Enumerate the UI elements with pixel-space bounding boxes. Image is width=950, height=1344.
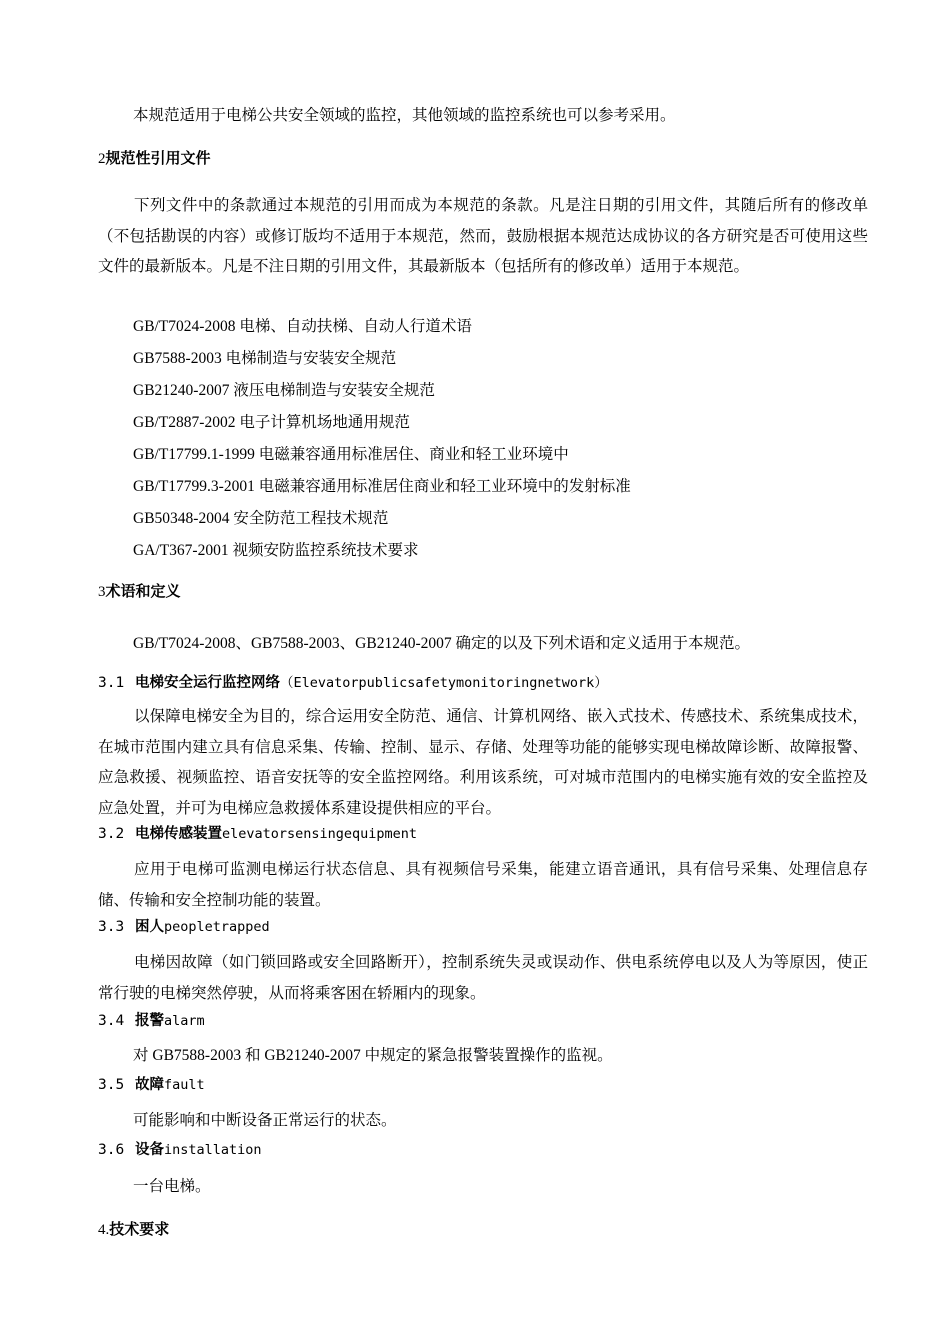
term-number: 3.6 <box>98 1142 125 1158</box>
reference-item: GA/T367-2001 视频安防监控系统技术要求 <box>133 542 419 559</box>
term-chinese: 设备 <box>135 1142 164 1158</box>
section-3-title: 术语和定义 <box>105 582 181 600</box>
term-3-5-definition: 可能影响和中断设备正常运行的状态。 <box>133 1112 397 1129</box>
term-english: elevatorsensingequipment <box>222 826 418 842</box>
reference-item: GB50348-2004 安全防范工程技术规范 <box>133 510 389 527</box>
term-3-4-heading <box>98 1011 205 1031</box>
term-chinese: 电梯传感装置 <box>135 826 222 842</box>
term-3-2-definition: 应用于电梯可监测电梯运行状态信息、具有视频信号采集，能建立语音通讯，具有信号采集、处理信息存储、传输和安全控制功能的装置。 <box>98 861 868 909</box>
reference-item: GB/T17799.1-1999 电磁兼容通用标准居住、商业和轻工业环境中 <box>133 446 569 463</box>
term-number: 3.4 <box>98 1013 125 1029</box>
reference-item: GB/T2887-2002 电子计算机场地通用规范 <box>133 414 410 431</box>
term-3-4-definition: 对 GB7588-2003 和 GB21240-2007 中规定的紧急报警装置操作的监视。 <box>133 1047 613 1064</box>
term-3-6-heading <box>98 1140 262 1160</box>
term-chinese: 困人 <box>135 919 164 935</box>
section-2-heading <box>98 148 211 169</box>
term-3-3-heading <box>98 917 270 937</box>
reference-item: GB/T17799.3-2001 电磁兼容通用标准居住商业和轻工业环境中的发射标准 <box>133 478 631 495</box>
section-2-intro: 下列文件中的条款通过本规范的引用而成为本规范的条款。凡是注日期的引用文件，其随后所有的修改单（不包括勘误的内容）或修订版均不适用于本规范，然而，鼓励根据本规范达成协议的各方研究是否可使用这些文件的最新版本。凡是不注日期的引用文件，其最新版本（包括所有的修改单）适用于本规范。 <box>98 197 868 275</box>
term-3-5-heading <box>98 1075 205 1095</box>
term-english: （Elevatorpublicsafetymonitoringnetwork） <box>280 675 608 691</box>
term-chinese: 故障 <box>135 1077 164 1093</box>
section-3-intro: GB/T7024-2008、GB7588-2003、GB21240-2007 确定的以及下列术语和定义适用于本规范。 <box>133 635 750 652</box>
term-english: installation <box>164 1142 262 1158</box>
section-2-number: 2 <box>98 151 106 167</box>
reference-item: GB7588-2003 电梯制造与安装安全规范 <box>133 350 397 367</box>
term-3-6-definition: 一台电梯。 <box>133 1178 211 1195</box>
section-4-heading <box>98 1219 169 1240</box>
reference-item: GB21240-2007 液压电梯制造与安装安全规范 <box>133 382 435 399</box>
term-number: 3.5 <box>98 1077 125 1093</box>
scope-paragraph: 本规范适用于电梯公共安全领域的监控，其他领域的监控系统也可以参考采用。 <box>133 107 676 124</box>
term-chinese: 报警 <box>135 1013 164 1029</box>
term-chinese: 电梯安全运行监控网络 <box>135 675 280 691</box>
section-3-heading <box>98 581 181 602</box>
section-4-number: 4. <box>98 1222 110 1238</box>
term-number: 3.2 <box>98 826 125 842</box>
term-number: 3.1 <box>98 675 125 691</box>
section-4-title: 技术要求 <box>109 1220 170 1238</box>
term-3-1-definition: 以保障电梯安全为目的，综合运用安全防范、通信、计算机网络、嵌入式技术、传感技术、系统集成技术，在城市范围内建立具有信息采集、传输、控制、显示、存储、处理等功能的能够实现电梯故障诊断、故障报警、应急救援、视频监控、语音安抚等的安全监控网络。利用该系统，可对城市范围内的电梯实施有效的安全监控及应急处置，并可为电梯应急救援体系建设提供相应的平台。 <box>98 708 868 817</box>
term-3-1-heading <box>98 673 608 693</box>
reference-item: GB/T7024-2008 电梯、自动扶梯、自动人行道术语 <box>133 318 472 335</box>
term-3-2-heading <box>98 824 417 844</box>
section-3-number: 3 <box>98 584 106 600</box>
section-2-title: 规范性引用文件 <box>105 149 211 167</box>
term-number: 3.3 <box>98 919 125 935</box>
term-3-3-definition: 电梯因故障（如门锁回路或安全回路断开），控制系统失灵或误动作、供电系统停电以及人为等原因，使正常行驶的电梯突然停驶，从而将乘客困在轿厢内的现象。 <box>98 954 868 1002</box>
term-english: peopletrapped <box>164 919 270 935</box>
term-english: alarm <box>164 1013 205 1029</box>
term-english: fault <box>164 1077 205 1093</box>
